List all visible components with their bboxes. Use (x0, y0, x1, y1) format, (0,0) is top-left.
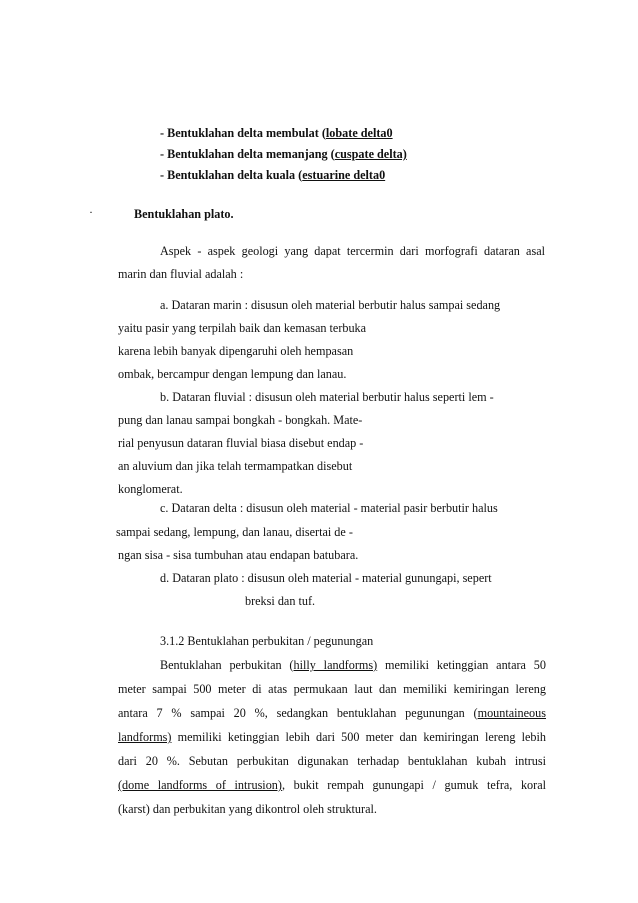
text-run: , bukit rempah gunungapi / gumuk tefra, koral (281, 778, 546, 792)
fluvial-line-4: an aluvium dan jika telah termampatkan disebut (118, 459, 353, 473)
fluvial-line-1: b. Dataran fluvial : disusun oleh material berbutir halus seperti lem - (160, 390, 494, 404)
delta-item-text: - Bentuklahan delta memanjang ( (160, 147, 335, 161)
section-para-line-4 (118, 729, 546, 745)
plato-line-1: d. Dataran plato : disusun oleh material - material gunungapi, sepert (160, 571, 492, 585)
delta-item-term: lobate delta0 (325, 126, 393, 140)
intro-line-1: Aspek - aspek geologi yang dapat tercermin dari morfografi dataran asal (160, 244, 545, 258)
fluvial-line-2: pung dan lanau sampai bongkah - bongkah. Mate- (118, 413, 363, 427)
section-para-line-6 (118, 777, 546, 793)
marin-line-3: karena lebih banyak dipengaruhi oleh hempasan (118, 344, 354, 358)
delta-item-text: - Bentuklahan delta kuala ( (160, 168, 303, 182)
term-landforms: landforms) (118, 730, 172, 744)
delta-line-2: sampai sedang, lempung, dan lanau, disertai de - (116, 525, 353, 539)
text-run: antara 7 % sampai 20 %, sedangkan bentuklahan pegunungan ( (118, 706, 478, 720)
marin-line-1: a. Dataran marin : disusun oleh material berbutir halus sampai sedang (160, 298, 501, 312)
term-hilly-landforms: hilly landforms) (293, 658, 378, 672)
plato-line-2: breksi dan tuf. (245, 594, 316, 608)
marin-line-4: ombak, bercampur dengan lempung dan lanau. (118, 367, 347, 381)
term-mountaineous: mountaineous (477, 706, 546, 720)
bullet-icon: · (89, 205, 93, 219)
section-para-line-5: dari 20 %. Sebutan perbukitan digunakan terhadap bentuklahan kubah intrusi (118, 754, 546, 768)
text-run: Bentuklahan perbukitan ( (160, 658, 294, 672)
marin-line-2: yaitu pasir yang terpilah baik dan kemasan terbuka (118, 321, 367, 335)
section-title: 3.1.2 Bentuklahan perbukitan / pegunungan (160, 634, 374, 648)
delta-line-3: ngan sisa - sisa tumbuhan atau endapan batubara. (118, 548, 359, 562)
delta-list-item-lobate (160, 125, 393, 141)
delta-item-term: cuspate delta) (334, 147, 407, 161)
text-run: memiliki ketinggian antara 50 (377, 658, 546, 672)
delta-item-term: estuarine delta0 (302, 168, 386, 182)
delta-list-item-cuspate (160, 146, 407, 162)
delta-item-text: - Bentuklahan delta membulat ( (160, 126, 326, 140)
section-para-line-1 (160, 657, 546, 673)
section-para-line-2: meter sampai 500 meter di atas permukaan laut dan memiliki kemiringan lereng (118, 682, 546, 696)
text-run: memiliki ketinggian lebih dari 500 meter dan kemiringan lereng lebih (171, 730, 546, 744)
delta-line-1: c. Dataran delta : disusun oleh material - material pasir berbutir halus (160, 501, 498, 515)
delta-list-item-estuarine (160, 167, 385, 183)
fluvial-line-3: rial penyusun dataran fluvial biasa disebut endap - (118, 436, 364, 450)
intro-line-2: marin dan fluvial adalah : (118, 267, 244, 281)
section-para-line-7: (karst) dan perbukitan yang dikontrol oleh struktural. (118, 802, 377, 816)
fluvial-line-5: konglomerat. (118, 482, 183, 496)
term-dome-landforms: (dome landforms of intrusion) (118, 778, 282, 792)
plato-heading: Bentuklahan plato. (134, 207, 234, 221)
section-para-line-3 (118, 705, 546, 721)
